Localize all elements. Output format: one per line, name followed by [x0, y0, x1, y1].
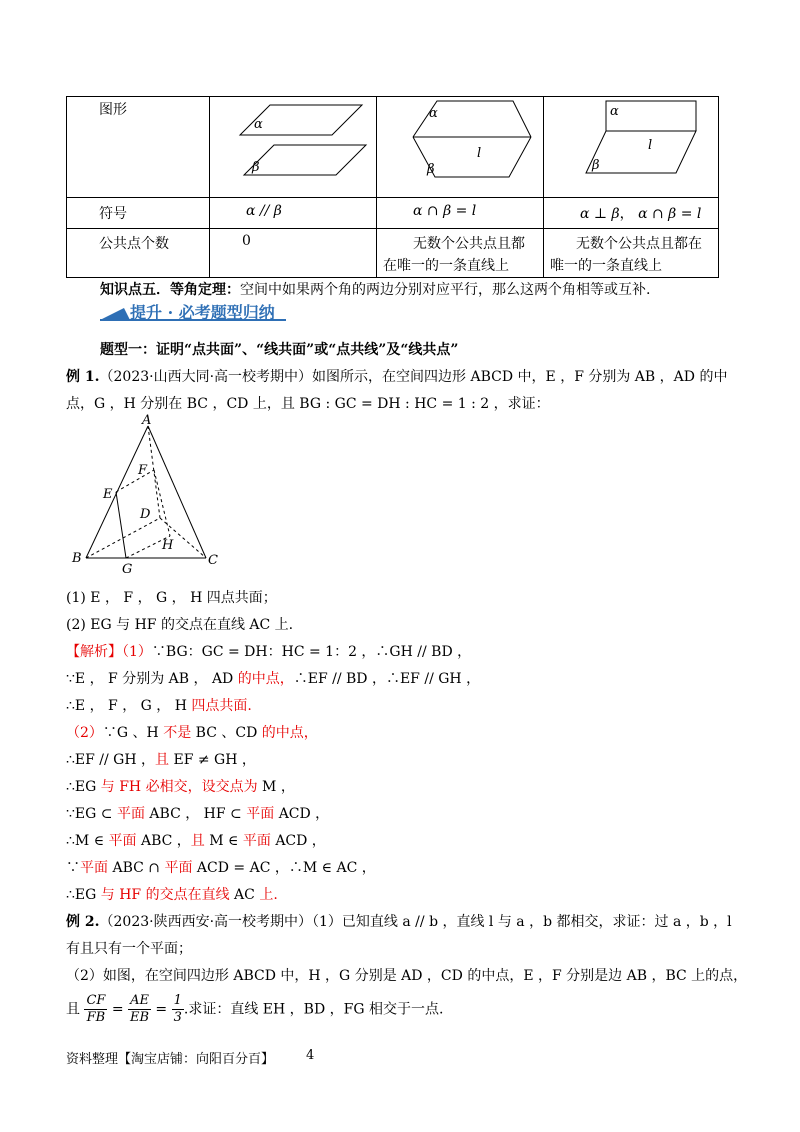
symbol-intersect: α ∩ β = l	[377, 198, 544, 229]
point-A-label: A	[142, 414, 152, 428]
point-H-label: H	[162, 538, 174, 553]
example-1-line2: 点，G ，H 分别在 BC ，CD 上，且 BG : GC = DH : HC = 1 : 2 ，求证：	[66, 396, 550, 412]
solution-line10: ∴EG 与 HF 的交点在直线 AC 上.	[66, 887, 278, 903]
point-B-label: B	[72, 551, 82, 566]
symbol-perpendicular: α ⊥ β， α ∩ β = l	[544, 198, 719, 229]
example-1-q1: (1) E ， F ， G ， H 四点共面；	[66, 590, 277, 606]
plane-relations-table	[66, 96, 719, 278]
point-C-label: C	[208, 553, 218, 568]
example-2-line4: 且 $\frac{CF}{FB}$ = $\frac{AE}{EB}$ = $\frac{1}{3}$ .求证：直线 EH ，BD ，FG 相交于一点.	[66, 993, 444, 1025]
point-F-label: F	[138, 463, 148, 478]
fraction-cf-fb: $\frac{CF}{FB}$	[86, 993, 106, 1025]
solution-line8: ∴M ∈ 平面 ABC ，且 M ∈ 平面 ACD ，	[66, 833, 326, 849]
example-2-line1: 例 2.（2023·陕西西安·高一校考期中）（1）已知直线 a // b ，直线 l 与 a ，b 都相交，求证：过 a ，b ，l	[66, 914, 732, 930]
fraction-ae-eb: $\frac{AE}{EB}$	[129, 993, 150, 1025]
solution-line2: ∵E ， F 分别为 AB ， AD 的中点，∴EF // BD ，∴EF // GH ，	[66, 671, 481, 687]
example-1-line1: 例 1.（2023·山西大同·高一校考期中）如图所示，在空间四边形 ABCD 中，E ，F 分别为 AB ，AD 的中	[66, 369, 728, 385]
svg-text:β: β	[592, 158, 600, 173]
row-label-symbol: 符号	[67, 198, 210, 229]
footer-source: 资料整理【淘宝店铺：向阳百分百】	[66, 1052, 275, 1067]
knowledge-point-5: 知识点五．等角定理：空间中如果两个角的两边分别对应平行，那么这两个角相等或互补.	[100, 282, 651, 298]
point-E-label: E	[103, 487, 113, 502]
point-G-label: G	[122, 562, 133, 574]
example-2-line2: 有且只有一个平面；	[66, 941, 192, 957]
solution-line4: （2）∵G 、H 不是 BC 、CD 的中点，	[66, 725, 318, 741]
example-1-q2: (2) EG 与 HF 的交点在直线 AC 上.	[66, 617, 294, 633]
figure-intersecting-planes	[377, 97, 544, 198]
common-points-perpendicular: 无数个公共点且都在 唯一的一条直线上	[544, 229, 719, 278]
svg-text:l: l	[648, 138, 653, 153]
row-label-common-points: 公共点个数	[67, 229, 210, 278]
figure-parallel-planes	[210, 97, 377, 198]
page-number: 4	[306, 1048, 315, 1063]
example-2-line3: （2）如图，在空间四边形 ABCD 中，H ，G 分别是 AD ，CD 的中点，E ，F 分别是边 AB ，BC 上的点，	[66, 968, 748, 984]
solution-line7: ∵EG ⊂ 平面 ABC ， HF ⊂ 平面 ACD ，	[66, 806, 330, 822]
beta-label: β	[252, 160, 260, 175]
solution-line3: ∴E ， F ， G ， H 四点共面.	[66, 698, 252, 714]
solution-line5: ∴EF // GH ，且 EF ≠ GH ，	[66, 752, 256, 768]
figure-perpendicular-planes	[544, 97, 719, 198]
common-points-intersect: 无数个公共点且都 在唯一的一条直线上	[377, 229, 544, 278]
svg-text:α: α	[429, 106, 438, 121]
tetrahedron-figure	[66, 414, 226, 574]
solution-line9: ∵平面 ABC ∩ 平面 ACD = AC ，∴M ∈ AC ，	[66, 860, 376, 876]
topic-1-title: 题型一：证明“点共面”、“线共面”或“点共线”及“线共点”	[100, 342, 459, 358]
common-points-parallel: 0	[210, 229, 377, 278]
alpha-label: α	[254, 117, 263, 132]
svg-text:β: β	[427, 162, 435, 177]
svg-text:α: α	[610, 104, 619, 119]
symbol-parallel: α // β	[210, 198, 377, 229]
svg-text:l: l	[477, 146, 482, 161]
fraction-one-third: $\frac{1}{3}$	[173, 993, 182, 1025]
solution-line1: 【解析】（1）∵BG：GC = DH：HC = 1：2 ，∴GH // BD ，	[66, 644, 472, 660]
row-label-figure: 图形	[67, 97, 210, 198]
point-D-label: D	[140, 507, 151, 522]
section-banner: 提升 · 必考题型归纳	[100, 302, 290, 322]
solution-line6: ∴EG 与 FH 必相交，设交点为 M ，	[66, 779, 295, 795]
